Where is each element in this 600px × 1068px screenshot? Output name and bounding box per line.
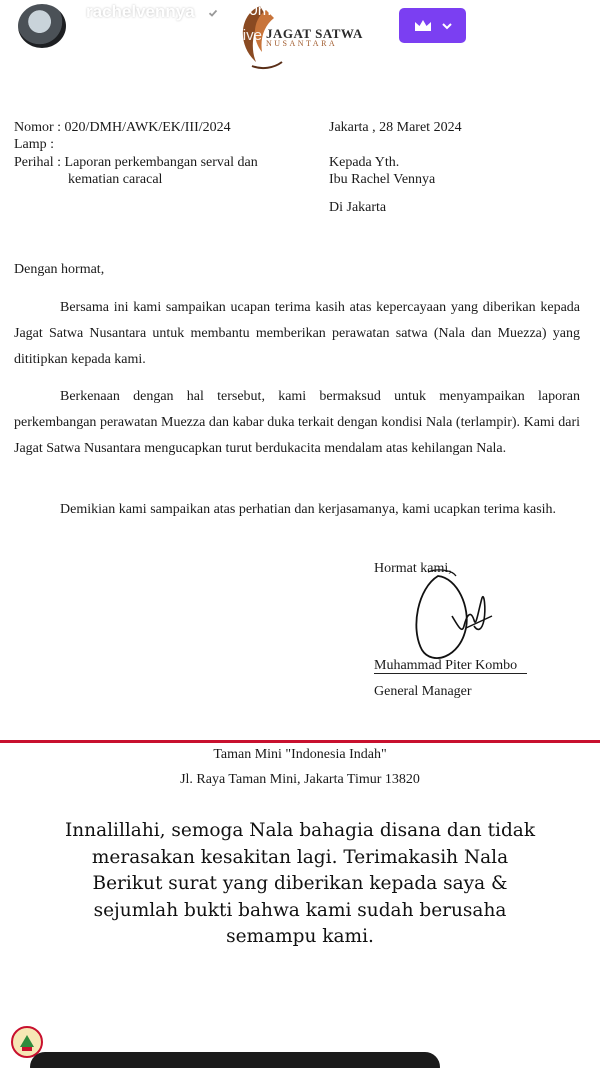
letter-number: Nomor : 020/DMH/AWK/EK/III/2024 — [14, 120, 231, 135]
close-icon[interactable] — [552, 7, 588, 43]
letter-subject-line2: kematian caracal — [68, 172, 163, 187]
recipient-line3: Di Jakarta — [329, 200, 387, 215]
caption-line1: Innalillahi, semoga Nala bahagia disana dan tidak — [64, 820, 536, 841]
letter-attachment: Lamp : — [14, 137, 55, 152]
reply-bar[interactable] — [30, 1052, 440, 1068]
story-time: 10m — [240, 2, 272, 19]
caption-line4: sejumlah bukti bahwa kami sudah berusaha — [93, 899, 507, 921]
footer-address-line1: Taman Mini "Indonesia Indah" — [213, 747, 387, 762]
letter-date: Jakarta , 28 Maret 2024 — [329, 120, 462, 135]
paragraph-3: Demikian kami sampaikan atas perhatian dan kerjasamanya, kami ucapkan terima kasih. — [60, 502, 557, 517]
caption-line2: merasakan kesakitan lagi. Terimakasih Nala — [91, 846, 509, 868]
greeting: Dengan hormat, — [14, 262, 105, 277]
paragraph-1: Bersama ini kami sampaikan ucapan terima kasih atas kepercayaan yang diberikan kepada Jagat Satwa Nusantara untuk membantu memberikan perawatan satwa (Nala dan Muezza) yang dititipkan kepada kami. — [14, 300, 580, 367]
signature-underline — [374, 673, 527, 674]
story-caption — [40, 818, 560, 951]
signer-name: Muhammad Piter Kombo — [374, 658, 518, 673]
logo-name: JAGAT SATWA — [266, 26, 363, 41]
verified-badge-icon — [205, 5, 221, 21]
footer-rule — [0, 740, 600, 743]
recipient-line1: Kepada Yth. — [329, 155, 400, 170]
signer-title: General Manager — [374, 684, 472, 699]
caption-line3: Berikut surat yang diberikan kepada saya & — [92, 873, 508, 894]
paragraph-2: Berkenaan dengan hal tersebut, kami bermaksud untuk menyampaikan laporan perkembangan perawatan Muezza dan kabar duka terkait dengan kondisi Nala (terlampir). Kami dari Jagat Satwa Nusantara mengucapkan turut berdukacita mendalam atas kehilangan Nala. — [14, 389, 580, 456]
avatar[interactable] — [18, 4, 66, 48]
exclusive-button[interactable] — [399, 8, 466, 43]
logo-subname: NUSANTARA — [266, 39, 338, 48]
caption-line5: semampu kami. — [226, 926, 374, 947]
letter-subject-line1: Perihal : Laporan perkembangan serval dan — [14, 155, 258, 170]
crown-icon — [413, 18, 433, 34]
story-header — [0, 0, 600, 60]
signature-image — [408, 568, 503, 668]
story-subtitle[interactable]: Ditambahkan ke Exclusive — [86, 27, 262, 44]
footer-address-line2: Jl. Raya Taman Mini, Jakarta Timur 13820 — [180, 772, 420, 787]
story-username[interactable]: rachelvennya — [86, 2, 195, 21]
recipient-line2: Ibu Rachel Vennya — [329, 172, 436, 187]
more-icon[interactable] — [494, 12, 524, 34]
closing: Hormat kami, — [374, 561, 452, 576]
chevron-down-icon — [441, 21, 453, 31]
